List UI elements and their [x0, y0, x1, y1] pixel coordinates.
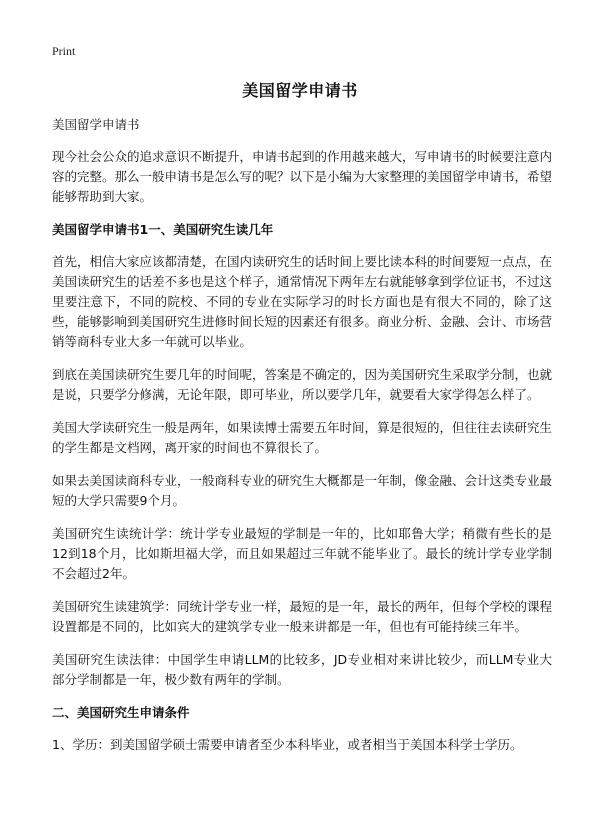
- page-title: 美国留学申请书: [242, 81, 358, 100]
- paragraph: 美国研究生读法律：中国学生申请LLM的比较多，JD专业相对来讲比较少，而LLM专业大部分学制都是一年，极少数有两年的学制。: [52, 652, 552, 687]
- intro-paragraph: 现今社会公众的追求意识不断提升，申请书起到的作用越来越大，写申请书的时候要注意内容的完整。那么一般申请书是怎么写的呢？以下是小编为大家整理的美国留学申请书，希望能够帮助到大家。: [52, 149, 553, 204]
- paragraph: 美国研究生读统计学：统计学专业最短的学制是一年的，比如耶鲁大学；稍微有些长的是12到18个月，比如斯坦福大学，而且如果超过三年就不能毕业了。最长的统计学专业学制不会超过2年。: [52, 526, 552, 581]
- print-label: Print: [52, 44, 76, 58]
- document-subtitle: 美国留学申请书: [52, 117, 140, 132]
- paragraph: 首先，相信大家应该都清楚，在国内读研究生的话时间上要比读本科的时间要短一点点，在美国读研究生的话差不多也是这个样子，通常情况下两年左右就能够拿到学位证书，不过这里要注意下，不同的院校、不同的专业在实际学习的时长方面也是有很大不同的，除了这些，能够影响到美国研究生进修时间长短的因素还有很多。商业分析、金融、会计、市场营销等商科专业大多一年就可以毕业。: [52, 254, 553, 349]
- section-heading-1: 美国留学申请书1一、美国研究生读几年: [52, 222, 274, 237]
- paragraph: 到底在美国读研究生要几年的时间呢，答案是不确定的，因为美国研究生采取学分制，也就是说，只要学分修满，无论年限，即可毕业，所以要学几年，就要看大家学得怎么样了。: [52, 367, 553, 402]
- paragraph: 如果去美国读商科专业，一般商科专业的研究生大概都是一年制，像金融、会计这类专业最短的大学只需要9个月。: [52, 473, 553, 508]
- paragraph: 1、学历：到美国留学硕士需要申请者至少本科毕业，或者相当于美国本科学士学历。: [52, 737, 523, 752]
- document-body: [52, 115, 552, 768]
- paragraph: 美国大学读研究生一般是两年，如果读博士需要五年时间，算是很短的，但往往去读研究生的学生都是文档网，离开家的时间也不算很长了。: [52, 420, 553, 455]
- paragraph: 美国研究生读建筑学：同统计学专业一样，最短的是一年，最长的两年，但每个学校的课程设置都是不同的，比如宾大的建筑学专业一般来讲都是一年，但也有可能持续三年半。: [52, 599, 553, 634]
- section-heading-2: 二、美国研究生申请条件: [52, 705, 190, 720]
